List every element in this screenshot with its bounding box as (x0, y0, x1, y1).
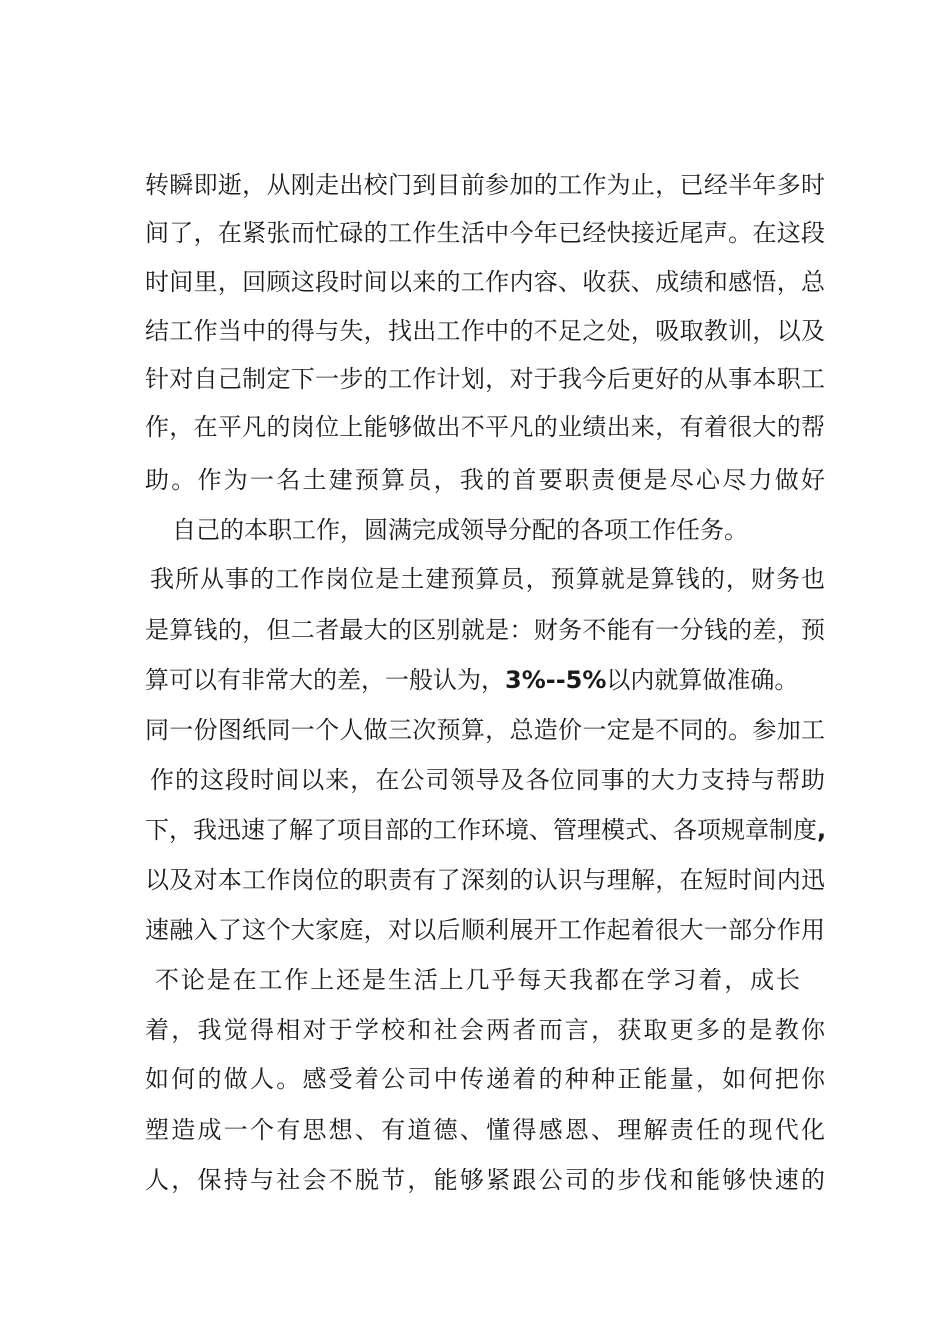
bold-comma: , (817, 816, 827, 844)
paragraph-1-line-2: 间了，在紧张而忙碌的工作生活中今年已经快接近尾声。在这段 (145, 219, 825, 247)
line-6-text: 下，我迅速了解了项目部的工作环境、管理模式、各项规章制度 (145, 816, 817, 844)
paragraph-1-line-5: 针对自己制定下一步的工作计划，对于我今后更好的从事本职工 (145, 365, 825, 393)
paragraph-1-line-6: 作，在平凡的岗位上能够做出不平凡的业绩出来，有着很大的帮 (145, 413, 825, 441)
paragraph-3-line-4: 塑造成一个有思想、有道德、懂得感恩、理解责任的现代化 (145, 1116, 825, 1144)
line-3-tail: 以内就算做准确。 (606, 666, 799, 694)
paragraph-2-line-6 (145, 810, 825, 850)
paragraph-1-line-3: 时间里，回顾这段时间以来的工作内容、收获、成绩和感悟，总 (145, 268, 825, 296)
paragraph-2-line-1: 我所从事的工作岗位是土建预算员，预算就是算钱的，财务也 (150, 565, 825, 593)
paragraph-2-line-5: 作的这段时间以来，在公司领导及各位同事的大力支持与帮助 (150, 766, 825, 794)
paragraph-2-line-2: 是算钱的，但二者最大的区别就是：财务不能有一分钱的差，预 (145, 616, 825, 644)
paragraph-3-line-5: 人，保持与社会不脱节，能够紧跟公司的步伐和能够快速的 (145, 1166, 825, 1194)
paragraph-3-line-1: 不论是在工作上还是生活上几乎每天我都在学习着，成长 (155, 966, 800, 994)
paragraph-1-line-7: 助。作为一名土建预算员，我的首要职责便是尽心尽力做好 (145, 466, 825, 494)
paragraph-2-line-3 (145, 660, 825, 700)
paragraph-3-line-2: 着，我觉得相对于学校和社会两者而言，获取更多的是教你 (145, 1016, 825, 1044)
line-3-text: 算可以有非常大的差，一般认为， (145, 666, 505, 694)
paragraph-1-line-4: 结工作当中的得与失，找出工作中的不足之处，吸取教训，以及 (145, 317, 825, 345)
paragraph-2-line-7: 以及对本工作岗位的职责有了深刻的认识与理解，在短时间内迅 (145, 866, 825, 894)
percent-range: 3%--5% (505, 666, 607, 694)
paragraph-1-line-8: 自己的本职工作，圆满完成领导分配的各项工作任务。 (172, 516, 748, 544)
paragraph-2-line-4: 同一份图纸同一个人做三次预算，总造价一定是不同的。参加工 (145, 716, 825, 744)
paragraph-1-line-1: 转瞬即逝，从刚走出校门到目前参加的工作为止，已经半年多时 (145, 171, 825, 199)
paragraph-3-line-3: 如何的做人。感受着公司中传递着的种种正能量，如何把你 (145, 1065, 825, 1093)
paragraph-2-line-8: 速融入了这个大家庭，对以后顺利展开工作起着很大一部分作用 (145, 916, 825, 944)
